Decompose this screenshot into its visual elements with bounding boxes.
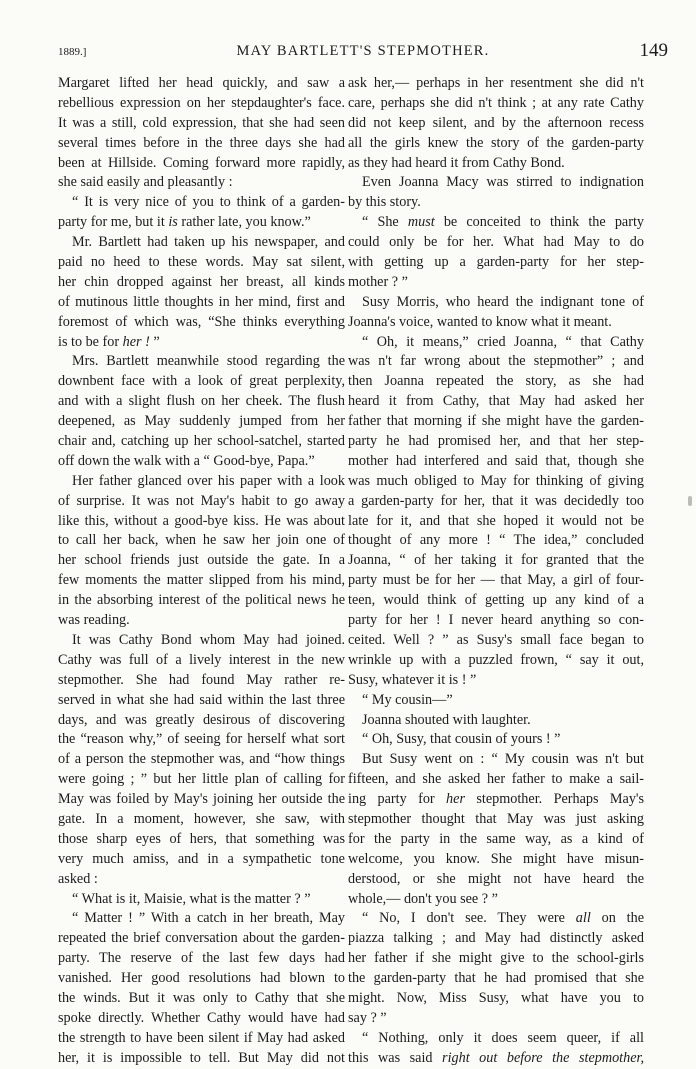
text-line: ing party for her stepmother. Perhaps May's — [348, 791, 644, 808]
text-line: “ It is very nice of you to think of a garden- — [72, 194, 345, 211]
text-line: asked : — [58, 870, 98, 887]
text-line: Even Joanna Macy was stirred to indignation — [362, 174, 644, 191]
text-line: heard it from Cathy, that May had asked her — [348, 393, 644, 410]
left-column — [58, 74, 345, 1069]
text-line: party for her ! I never heard anything so con- — [348, 612, 644, 629]
text-line: But Susy went on : “ My cousin was n't but — [362, 751, 644, 768]
text-line: say ? ” — [348, 1009, 387, 1026]
text-line: all the girls knew the story of the garden-party — [348, 134, 644, 151]
text-line: “ Nothing, only it does seem queer, if all — [362, 1029, 644, 1046]
text-line: piazza talking ; and May had distinctly asked — [348, 930, 644, 947]
text-line: “ Oh, Susy, that cousin of yours ! ” — [362, 731, 561, 748]
text-line: Joanna shouted with laughter. — [362, 711, 531, 728]
text-line: party he had promised her, and that her step- — [348, 433, 644, 450]
issue-date: 1889.] — [58, 46, 87, 58]
text-line: were going ; ” but her little plan of calling for — [58, 771, 345, 788]
text-line: of mutinous little thoughts in her mind, first and — [58, 293, 345, 310]
text-line: Margaret lifted her head quickly, and saw a — [58, 75, 345, 91]
text-line: repeated the brief conversation about the garden- — [58, 930, 345, 947]
text-line: and with a slight flush on her cheek. The flush — [58, 393, 345, 410]
text-line: deepened, as May suddenly jumped from her — [58, 413, 345, 430]
text-line: could only be for her. What had May to do — [348, 234, 644, 251]
text-line: her school friends just outside the gate. In a — [58, 552, 345, 569]
text-line: “ No, I don't see. They were all on the — [362, 910, 644, 927]
text-line: was much obliged to May for thinking of giving — [348, 472, 644, 489]
text-line: for the party in the same way, as a kind of — [348, 830, 644, 847]
text-line: rebellious expression on her stepdaughter's face. — [58, 94, 345, 111]
running-title: MAY BARTLETT'S STEPMOTHER. — [236, 43, 490, 59]
text-line: It was Cathy Bond whom May had joined. — [72, 631, 345, 648]
text-line: welcome, you know. She might have misun- — [348, 850, 644, 867]
text-line: of a person the stepmother was, and “how things — [58, 751, 345, 768]
text-line: party. The reserve of the last few days had — [58, 950, 345, 967]
text-line: ask her,— perhaps in her resentment she did n't — [348, 75, 644, 91]
text-line: father that morning if she might have the garden- — [348, 413, 644, 430]
text-line: is to be for her ! ” — [58, 333, 160, 350]
text-line: Joanna, “ of her taking it for granted that the — [348, 552, 644, 569]
running-header — [58, 40, 668, 64]
text-line: “ Matter ! ” With a catch in her breath, May — [72, 910, 345, 927]
text-line: ceited. Well ? ” as Susy's small face began to — [348, 631, 644, 648]
text-line: she said easily and pleasantly : — [58, 174, 233, 191]
text-line: to call her back, when he saw her join one of — [58, 532, 345, 549]
text-line: late for it, and that she hoped it would not be — [348, 512, 644, 529]
text-line: Susy, whatever it is ! ” — [348, 671, 477, 688]
text-line: foremost of which was, “She thinks everything — [58, 313, 345, 330]
text-line: party for me, but it is rather late, you know.” — [58, 214, 311, 231]
text-line: May was foiled by May's joining her outside the — [58, 791, 345, 808]
text-line: was reading. — [58, 612, 130, 629]
text-line: It was a still, cold expression, that she had seen — [58, 114, 345, 131]
text-line: of surprise. It was not May's habit to go away — [58, 492, 345, 509]
text-line: her chin dropped against her breast, all kinds — [58, 273, 345, 290]
text-line: Cathy was full of a lively interest in the new — [58, 651, 345, 668]
text-line: a garden-party for her, that it was decidedly too — [348, 492, 644, 509]
text-line: the winds. But it was only to Cathy that she — [58, 989, 345, 1006]
text-line: might. Now, Miss Susy, what have you to — [348, 989, 644, 1006]
text-line: stepmother. She had found May rather re- — [58, 671, 345, 688]
text-line: in the absorbing interest of the political news he — [58, 592, 345, 609]
text-line: those sharp eyes of hers, that something was — [58, 830, 345, 847]
text-line: Her father glanced over his paper with a look — [72, 472, 345, 489]
text-line: Mrs. Bartlett meanwhile stood regarding the — [72, 353, 345, 370]
text-line: chair and, catching up her school-satchel, started — [58, 433, 345, 450]
text-line: did not keep silent, and by the afternoon recess — [348, 114, 644, 131]
text-line: teen, would think of getting up any kind of a — [348, 592, 644, 609]
scan-spot — [688, 496, 692, 506]
text-line: the strength to have been silent if May had asked — [58, 1029, 345, 1046]
text-line: “ My cousin—” — [362, 691, 453, 708]
text-line: as they had heard it from Cathy Bond. — [348, 154, 565, 171]
text-line: the “reason why,” of seeing for herself what sort — [58, 731, 345, 748]
text-line: was n't far wrong about the stepmother” ; and — [348, 353, 644, 370]
text-line: mother had interfered and said that, though she — [348, 452, 644, 469]
text-line: her, it is impossible to tell. But May did not — [58, 1049, 345, 1066]
text-line: whole,— don't you see ? ” — [348, 890, 498, 907]
right-column — [348, 74, 644, 1069]
text-line: downbent face with a look of great perplexity, — [58, 373, 345, 390]
text-line: party must be for her — that May, a girl of four- — [348, 572, 644, 589]
text-line: fifteen, and she asked her father to make a sail- — [348, 771, 644, 788]
text-line: care, perhaps she did n't think ; at any rate Cathy — [348, 94, 644, 111]
page-number: 149 — [639, 40, 668, 61]
text-line: several times before in the three days she had — [58, 134, 345, 151]
text-line: very much amiss, and in a sympathetic tone — [58, 850, 345, 867]
text-line: by this story. — [348, 194, 421, 211]
text-line: Susy Morris, who heard the indignant tone of — [362, 293, 644, 310]
text-line: this was said right out before the stepmother, — [348, 1049, 644, 1066]
text-line: served in what she had said within the last three — [58, 691, 345, 708]
text-line: few moments the matter slipped from his mind, — [58, 572, 345, 589]
text-line: stepmother thought that May was just asking — [348, 810, 644, 827]
text-line: mother ? ” — [348, 273, 408, 290]
text-line: Joanna's voice, wanted to know what it meant. — [348, 313, 612, 330]
text-line: “ Oh, it means,” cried Joanna, “ that Cathy — [362, 333, 644, 350]
text-line: off down the walk with a “ Good-bye, Papa.” — [58, 452, 315, 469]
text-line: Mr. Bartlett had taken up his newspaper, and — [72, 234, 345, 251]
text-line: wrinkle up with a puzzled frown, “ say it out, — [348, 651, 644, 668]
text-line: vanished. Her good resolutions had blown to — [58, 970, 345, 987]
text-line: with getting up a garden-party for her step- — [348, 254, 644, 271]
text-line: like this, without a good-bye kiss. He was about — [58, 512, 345, 529]
text-line: thought of any more ! “ The idea,” concluded — [348, 532, 644, 549]
text-line: days, and was greatly desirous of discovering — [58, 711, 345, 728]
text-line: been at Hillside. Coming forward more rapidly, — [58, 154, 345, 171]
text-line: the garden-party that he had promised that she — [348, 970, 644, 987]
text-line: derstood, or she might not have heard the — [348, 870, 644, 887]
text-line: “ She must be conceited to think the party — [362, 214, 644, 231]
text-line: gate. In a moment, however, she saw, with — [58, 810, 345, 827]
text-line: then Joanna repeated the story, as she had — [348, 373, 644, 390]
text-line: “ What is it, Maisie, what is the matter ? ” — [72, 890, 311, 907]
text-line: spoke directly. Whether Cathy would have had — [58, 1009, 345, 1026]
text-line: paid no heed to these words. May sat silent, — [58, 254, 345, 271]
text-line: her father if she might give to the school-girls — [348, 950, 644, 967]
